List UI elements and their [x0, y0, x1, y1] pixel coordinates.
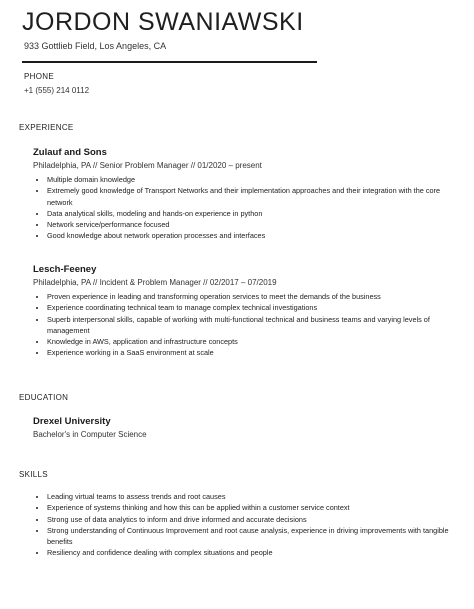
job-entry — [33, 263, 463, 359]
bullet-item: • Strong understanding of Continuous Improvement and root cause analysis, experience in driving improvements with tangible benefits — [47, 525, 463, 548]
bullet-item: • Experience coordinating technical team to manage complex technical investigations — [47, 302, 463, 313]
bullet-item: • Network service/performance focused — [47, 219, 463, 230]
bullet-item: • Good knowledge about network operation processes and interfaces — [47, 230, 463, 241]
bullet-item: • Proven experience in leading and transforming operation services to meet the demands of the business — [47, 291, 463, 302]
bullet-item: • Superb interpersonal skills, capable of working with multi-functional technical and business teams and varying levels of management — [47, 314, 463, 337]
candidate-name: JORDON SWANIAWSKI — [22, 8, 304, 36]
phone-label: PHONE — [24, 72, 54, 81]
skills-heading: SKILLS — [19, 470, 48, 479]
job-bullets — [33, 174, 463, 242]
skills-bullets — [33, 491, 463, 559]
education-entry — [33, 415, 463, 441]
degree: Bachelor's in Computer Science — [33, 430, 147, 439]
job-subtitle: Philadelphia, PA // Incident & Problem Manager // 02/2017 – 07/2019 — [33, 278, 277, 287]
bullet-item: • Experience working in a SaaS environment at scale — [47, 347, 463, 358]
job-bullets — [33, 291, 463, 359]
education-heading: EDUCATION — [19, 393, 69, 402]
address: 933 Gottlieb Field, Los Angeles, CA — [24, 41, 167, 51]
bullet-item: • Knowledge in AWS, application and infrastructure concepts — [47, 336, 463, 347]
bullet-item: • Leading virtual teams to assess trends and root causes — [47, 491, 463, 502]
bullet-item: • Experience of systems thinking and how this can be applied within a customer service context — [47, 502, 463, 513]
skills-entry — [33, 489, 463, 559]
bullet-item: • Strong use of data analytics to inform and drive informed and accurate decisions — [47, 514, 463, 525]
job-subtitle: Philadelphia, PA // Senior Problem Manager // 01/2020 – present — [33, 161, 262, 170]
bullet-item: • Multiple domain knowledge — [47, 174, 463, 185]
bullet-item: • Extremely good knowledge of Transport Networks and their implementation approaches and their integration with the core network — [47, 185, 463, 208]
bullet-item: • Resiliency and confidence dealing with complex situations and people — [47, 547, 463, 558]
job-entry — [33, 146, 463, 242]
phone-value: +1 (555) 214 0112 — [24, 86, 90, 95]
job-company: Lesch-Feeney — [33, 264, 97, 275]
header-divider — [22, 61, 317, 63]
job-company: Zulauf and Sons — [33, 147, 107, 158]
experience-heading: EXPERIENCE — [19, 123, 74, 132]
school-name: Drexel University — [33, 416, 111, 427]
bullet-item: • Data analytical skills, modeling and hands-on experience in python — [47, 208, 463, 219]
